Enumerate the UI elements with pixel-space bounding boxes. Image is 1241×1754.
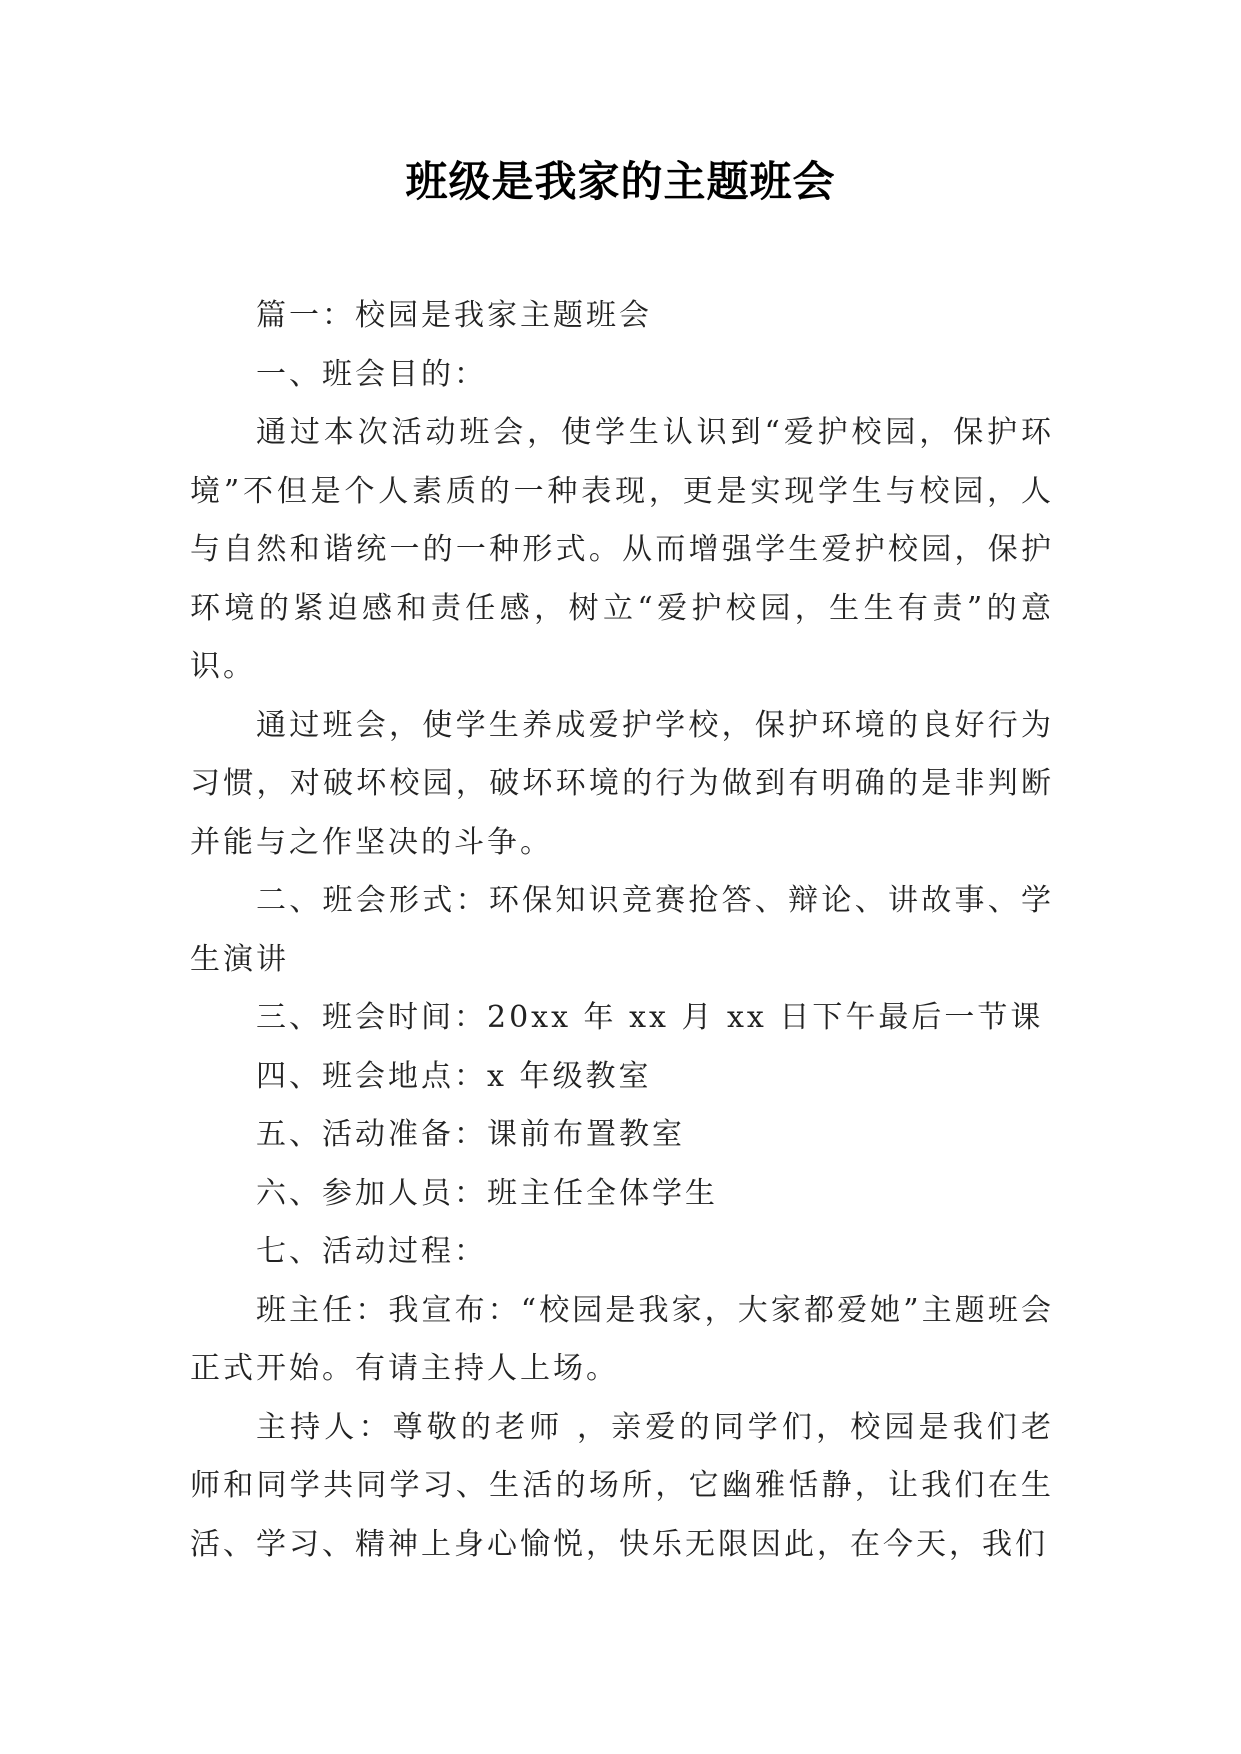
paragraph-goal-1: 通过本次活动班会，使学生认识到“爱护校园，保护环境”不但是个人素质的一种表现，更是实现学生与校园，人与自然和谐统一的一种形式。从而增强学生爱护校园，保护环境的紧迫感和责任感，树立“爱护校园，生生有责”的意识。 xyxy=(190,415,1054,684)
paragraph-time: 三、班会时间：20xx 年 xx 月 xx 日下午最后一节课 xyxy=(256,1000,1044,1035)
document-title: 班级是我家的主题班会 xyxy=(405,157,836,206)
paragraph-format: 二、班会形式：环保知识竞赛抢答、辩论、讲故事、学生演讲 xyxy=(190,883,1054,977)
document-body xyxy=(190,287,1054,1574)
paragraph-participants: 六、参加人员：班主任全体学生 xyxy=(256,1175,718,1211)
paragraph-process-heading: 七、活动过程： xyxy=(256,1234,487,1269)
paragraph-preparation: 五、活动准备：课前布置教室 xyxy=(256,1117,685,1152)
paragraph-goal-2: 通过班会，使学生养成爱护学校，保护环境的良好行为习惯，对破坏校园，破坏环境的行为做到有明确的是非判断并能与之作坚决的斗争。 xyxy=(190,707,1054,860)
paragraph-section-heading: 篇一：校园是我家主题班会 xyxy=(256,298,652,333)
paragraph-host-speech: 主持人：尊敬的老师 ，亲爱的同学们，校园是我们老师和同学共同学习、生活的场所，它幽雅恬静，让我们在生活、学习、精神上身心愉悦，快乐无限因此，在今天，我们 xyxy=(190,1409,1054,1562)
paragraph-teacher-opening: 班主任：我宣布：“校园是我家，大家都爱她”主题班会正式开始。有请主持人上场。 xyxy=(190,1292,1054,1386)
paragraph-location: 四、班会地点：x 年级教室 xyxy=(256,1058,652,1094)
paragraph-goal-heading: 一、班会目的： xyxy=(256,356,487,392)
